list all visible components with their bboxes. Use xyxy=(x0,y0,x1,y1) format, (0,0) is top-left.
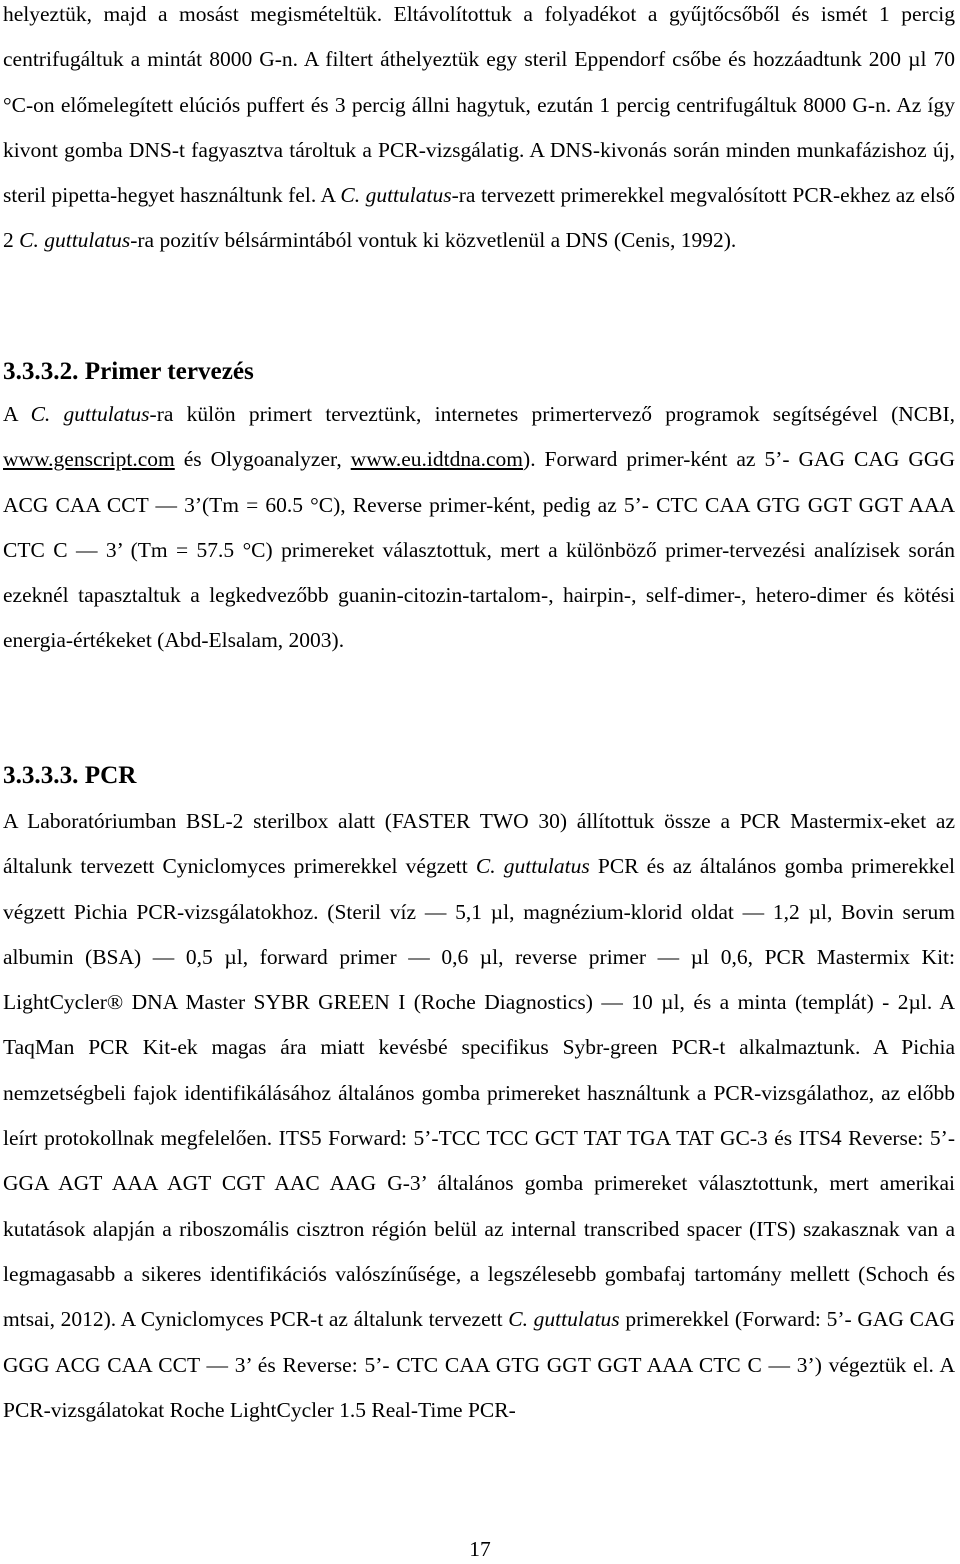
text-run: PCR és az általános gomba primerekkel végzett Pichia PCR-vizsgálatokhoz. (Steril víz — 5,1 µl, magnézium-klorid oldat — 1,2 µl, Bovin serum albumin (BSA) — 0,5 µl, forward primer — 0,6 µl, reverse primer — µl 0,6, PCR Mastermix Kit: LightCycler® DNA Master SYBR GREEN I (Roche Diagnostics) — 10 µl, és a minta (templát) - 2µl. A TaqMan PCR Kit-ek magas ára miatt kevésbé specifikus Sybr-green PCR-t alkalmaztunk. A Pichia nemzetségbeli fajok identifikálásához általános gomba primereket használtunk a PCR-vizsgálathoz, az előbb leírt protokollnak megfelelően. ITS5 Forward: 5’-TCC TCC GCT TAT TGA TAT GC-3 és ITS4 Reverse: 5’-GGA AGT AAA AGT CGT AAC AAG G-3’ általános gomba primereket választottunk, mert amerikai kutatások alapján a riboszomális cisztron régión belül az internal transcribed spacer (ITS) szakasznak van a legmagasabb a sikeres identifikációs valószínűsége, a legszélesebb gombafaj tartomány mellett (Schoch és mtsai, 2012). A Cyniclomyces PCR-t az általunk tervezett xyxy=(3,854,956,1332)
italic-species-name: C. guttulatus xyxy=(508,1307,620,1332)
paragraph-primer-design xyxy=(3,392,955,664)
idtdna-link[interactable]: www.eu.idtdna.com xyxy=(350,447,524,472)
text-run: -ra külön primert terveztünk, internetes primertervező programok segítségével (NCBI, xyxy=(149,402,956,426)
text-run: helyeztük, majd a mosást megismételtük. Eltávolítottuk a folyadékot a gyűjtőcsőből és ismét 1 percig centrifugáltuk a mintát 8000 G-n. A filtert áthelyeztük egy steril Eppendorf csőbe és hozzáadtunk 200 µl 70 °C-on előmelegített elúciós puffert és 3 percig állni hagytuk, ezután 1 percig centrifugáltuk 8000 G-n. Az így kivont gomba DNS-t fagyasztva tároltuk a PCR-vizsgálatig. A DNS-kivonás során minden munkafázishoz új, steril pipetta-hegyet használtunk fel. A xyxy=(3,2,955,208)
page-number: 17 xyxy=(469,1537,491,1561)
text-run: A xyxy=(3,402,31,426)
paragraph-pcr xyxy=(3,799,955,1433)
italic-species-name: C. guttulatus xyxy=(340,183,452,208)
text-run: és Olygoanalyzer, xyxy=(174,447,351,472)
text-run: -ra tervezett primerekkel megvalósított PCR-ekhez az első 2 xyxy=(3,183,955,253)
italic-species-name: C. guttulatus xyxy=(30,402,150,426)
section-heading-pcr: 3.3.3.3. PCR xyxy=(3,762,137,789)
text-run: A Laboratóriumban BSL-2 sterilbox alatt (FASTER TWO 30) állítottuk össze a PCR Mastermix-eket az általunk tervezett Cyniclomyces primerekkel végzett xyxy=(3,809,955,879)
italic-species-name: C. guttulatus xyxy=(475,854,590,879)
text-run: primerekkel (Forward: 5’- GAG CAG GGG ACG CAA CCT — 3’ és Reverse: 5’- CTC CAA GTG GGT GGT AAA CTC C — 3’) végeztük el. A PCR-vizsgálatokat Roche LightCycler 1.5 Real-Time PCR- xyxy=(3,1307,956,1422)
paragraph-dna-extraction xyxy=(3,0,955,264)
text-run: ). Forward primer-ként az 5’- GAG CAG GGG ACG CAA CCT — 3’(Tm = 60.5 °C), Reverse primer-ként, pedig az 5’- CTC CAA GTG GGT GGT AAA CTC C — 3’ (Tm = 57.5 °C) primereket választottuk, mert a különböző primer-tervezési analízisek során ezeknél tapasztaltuk a legkedvezőbb guanin-citozin-tartalom-, hairpin-, self-dimer-, hetero-dimer és kötési energia-értékeket (Abd-Elsalam, 2003). xyxy=(3,447,955,653)
section-heading-primer-design: 3.3.3.2. Primer tervezés xyxy=(3,358,254,385)
italic-species-name: C. guttulatus xyxy=(19,228,131,253)
text-run: -ra pozitív bélsármintából vontuk ki közvetlenül a DNS (Cenis, 1992). xyxy=(130,228,737,253)
genscript-link[interactable]: www.genscript.com xyxy=(3,447,175,472)
